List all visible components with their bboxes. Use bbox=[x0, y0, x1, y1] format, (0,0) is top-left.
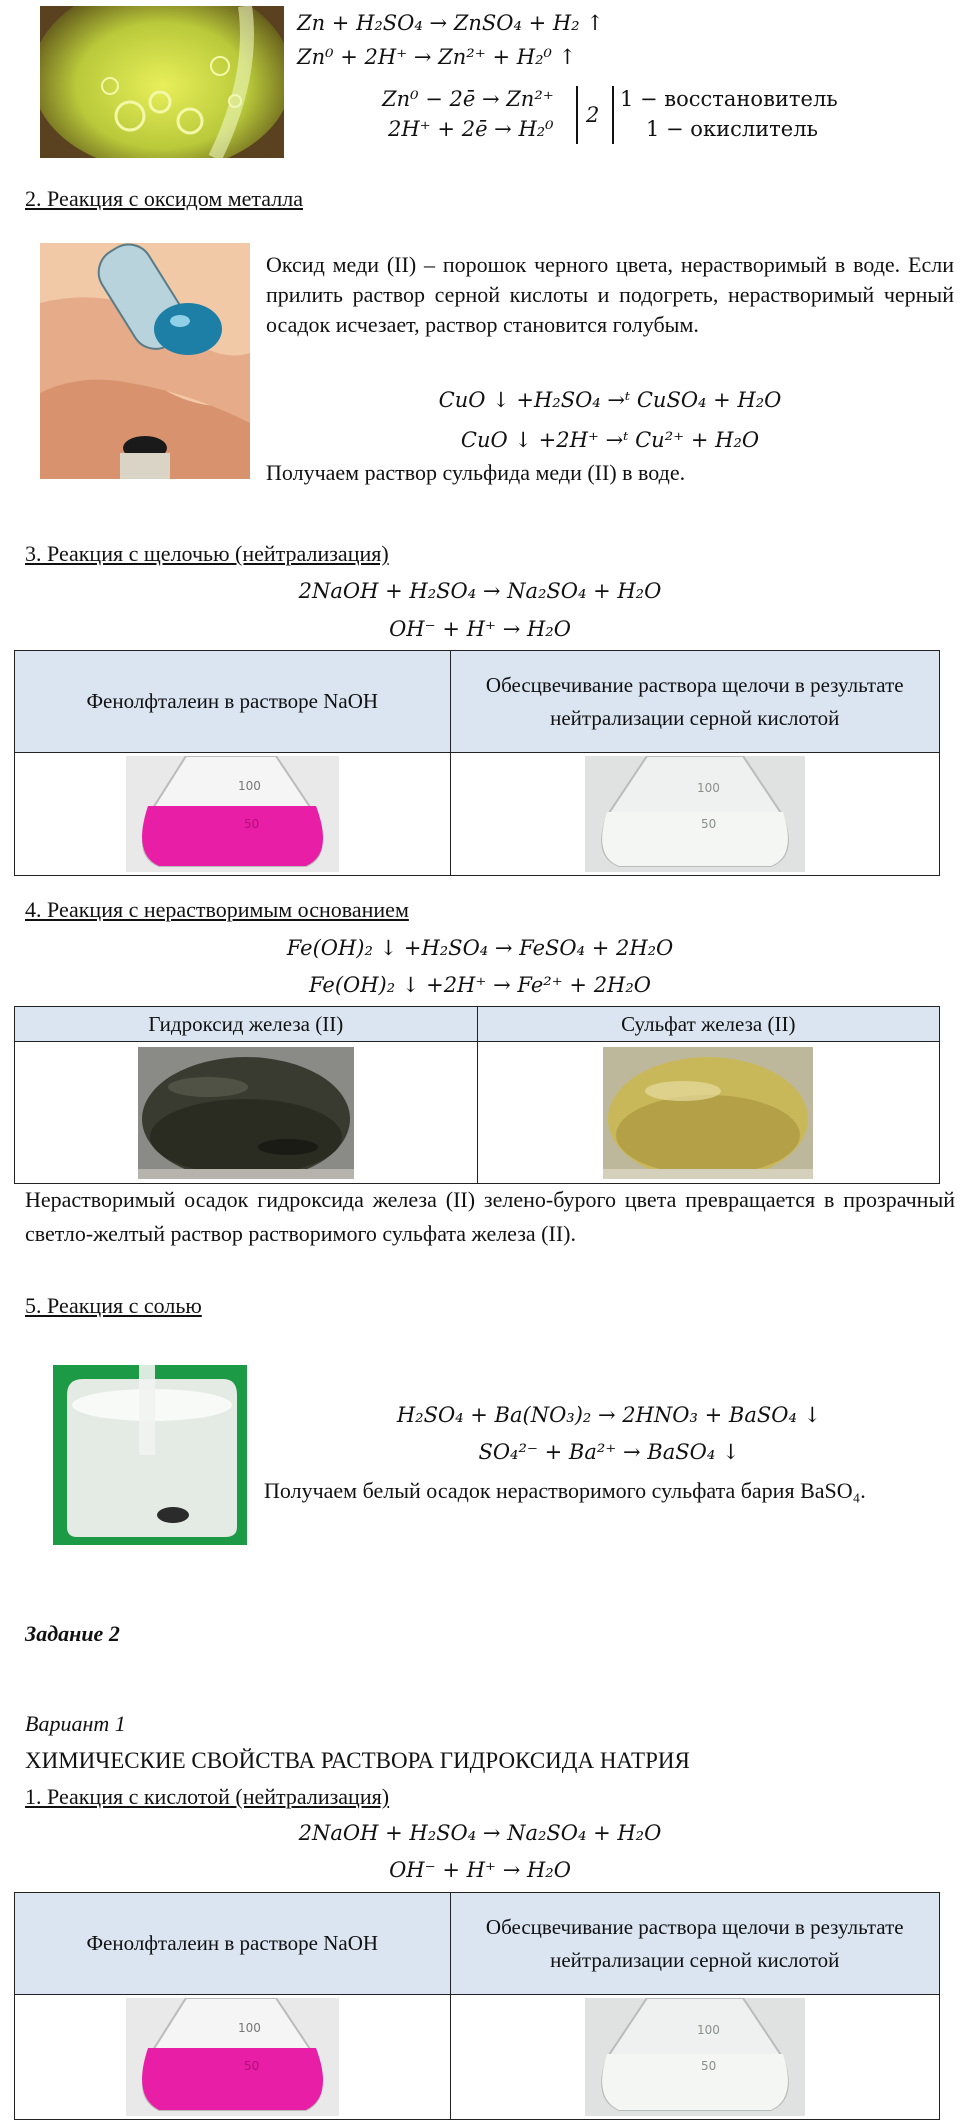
barium-equation-molecular: H₂SO₄ + Ba(NO₃)₂ → 2HNO₃ + BaSO₄ ↓ bbox=[396, 1403, 822, 1427]
iron-hydroxide-flask-photo bbox=[138, 1047, 354, 1179]
table-header-phenolphthalein: Фенолфталеин в растворе NaOH bbox=[15, 1893, 451, 1995]
alkali-equation-ionic: OH⁻ + H⁺ → H₂O bbox=[389, 617, 571, 641]
table-header-decolorization: Обесцвечивание раствора щелочи в результате нейтрализации серной кислотой bbox=[450, 1893, 939, 1995]
table-cell-clear-flask bbox=[450, 753, 939, 876]
acid-equation-ionic: OH⁻ + H⁺ → H₂O bbox=[389, 1858, 571, 1882]
barium-sulfate-photo bbox=[53, 1365, 247, 1545]
table-header-iron-hydroxide: Гидроксид железа (II) bbox=[15, 1007, 478, 1042]
topic-title: ХИМИЧЕСКИЕ СВОЙСТВА РАСТВОРА ГИДРОКСИДА НАТРИЯ bbox=[25, 1748, 690, 1773]
alkali-neutralization-table bbox=[14, 650, 940, 876]
section-heading-alkali: 3. Реакция с щелочью (нейтрализация) bbox=[25, 541, 389, 566]
insoluble-base-equation-molecular: Fe(OH)₂ ↓ +H₂SO₄ → FeSO₄ + 2H₂O bbox=[286, 936, 674, 960]
zinc-half-reaction-reduction: 2H⁺ + 2ē → H₂⁰ bbox=[388, 117, 554, 141]
section-heading-salt: 5. Реакция с солью bbox=[25, 1293, 202, 1318]
variant-label: Вариант 1 bbox=[25, 1711, 126, 1736]
barium-result: Получаем белый осадок нерастворимого сульфата бария BaSO₄. bbox=[264, 1478, 866, 1503]
pink-flask-photo bbox=[126, 1998, 339, 2116]
electron-balance-lcm: 2 bbox=[586, 103, 600, 127]
copper-oxide-photo bbox=[40, 243, 250, 479]
flask-mark-100: 100 bbox=[237, 779, 261, 793]
table-cell-iron-hydroxide-flask bbox=[15, 1042, 478, 1184]
zinc-half-reaction-oxidation: Zn⁰ − 2ē → Zn²⁺ bbox=[382, 87, 554, 111]
pink-flask-photo bbox=[126, 756, 339, 872]
zinc-equation-molecular: Zn + H₂SO₄ → ZnSO₄ + H₂ ↑ bbox=[297, 11, 604, 35]
zinc-equation-ionic: Zn⁰ + 2H⁺ → Zn²⁺ + H₂⁰ ↑ bbox=[297, 45, 577, 69]
oxidizer-label: 1 − окислитель bbox=[646, 117, 818, 141]
iron-hydroxide-table bbox=[14, 1006, 940, 1184]
flask-mark-100: 100 bbox=[237, 2021, 261, 2035]
insoluble-base-equation-ionic: Fe(OH)₂ ↓ +2H⁺ → Fe²⁺ + 2H₂O bbox=[308, 973, 652, 997]
iron-sulfate-flask-photo bbox=[603, 1047, 813, 1179]
copper-oxide-equation-molecular: CuO ↓ +H₂SO₄ →ᵗ CuSO₄ + H₂O bbox=[438, 388, 782, 412]
table-cell-iron-sulfate-flask bbox=[477, 1042, 939, 1184]
acid-equation-molecular: 2NaOH + H₂SO₄ → Na₂SO₄ + H₂O bbox=[298, 1821, 662, 1845]
table-cell-clear-flask bbox=[450, 1995, 939, 2120]
table-header-iron-sulfate: Сульфат железа (II) bbox=[477, 1007, 939, 1042]
table-header-decolorization: Обесцвечивание раствора щелочи в результате нейтрализации серной кислотой bbox=[450, 651, 939, 753]
flask-mark-100: 100 bbox=[696, 781, 720, 795]
acid-neutralization-table bbox=[14, 1892, 940, 2120]
task-title: Задание 2 bbox=[25, 1621, 120, 1646]
flask-mark-50: 50 bbox=[700, 2059, 717, 2073]
clear-flask-photo bbox=[585, 756, 805, 872]
reducer-label: 1 − восстановитель bbox=[620, 87, 838, 111]
table-cell-pink-flask bbox=[15, 753, 451, 876]
flask-mark-50: 50 bbox=[243, 817, 260, 831]
alkali-equation-molecular: 2NaOH + H₂SO₄ → Na₂SO₄ + H₂O bbox=[298, 579, 662, 603]
flask-mark-50: 50 bbox=[243, 2059, 260, 2073]
clear-flask-photo bbox=[585, 1998, 805, 2116]
flask-mark-100: 100 bbox=[696, 2023, 720, 2037]
copper-oxide-description: Оксид меди (II) – порошок черного цвета, нерастворимый в воде. Если прилить раствор серной кислоты и подогреть, нерастворимый черный осадок исчезает, раствор становится голубым. bbox=[266, 252, 954, 337]
table-header-phenolphthalein: Фенолфталеин в растворе NaOH bbox=[15, 651, 451, 753]
electron-balance-bar-right bbox=[612, 86, 614, 144]
zinc-reaction-photo bbox=[40, 6, 284, 158]
copper-oxide-equation-ionic: CuO ↓ +2H⁺ →ᵗ Cu²⁺ + H₂O bbox=[460, 428, 760, 452]
copper-oxide-result: Получаем раствор сульфида меди (II) в воде. bbox=[266, 460, 686, 485]
iron-description: Нерастворимый осадок гидроксида железа (II) зелено-бурого цвета превращается в прозрачный светло-желтый раствор растворимого сульфата железа (II). bbox=[25, 1187, 955, 1246]
table-cell-pink-flask bbox=[15, 1995, 451, 2120]
section-heading-acid: 1. Реакция с кислотой (нейтрализация) bbox=[25, 1784, 390, 1809]
electron-balance-bar-left bbox=[576, 86, 578, 144]
section-heading-insoluble-base: 4. Реакция с нерастворимым основанием bbox=[25, 897, 409, 922]
barium-equation-ionic: SO₄²⁻ + Ba²⁺ → BaSO₄ ↓ bbox=[478, 1440, 740, 1464]
section-heading-metal-oxide: 2. Реакция с оксидом металла bbox=[25, 186, 303, 211]
flask-mark-50: 50 bbox=[700, 817, 717, 831]
